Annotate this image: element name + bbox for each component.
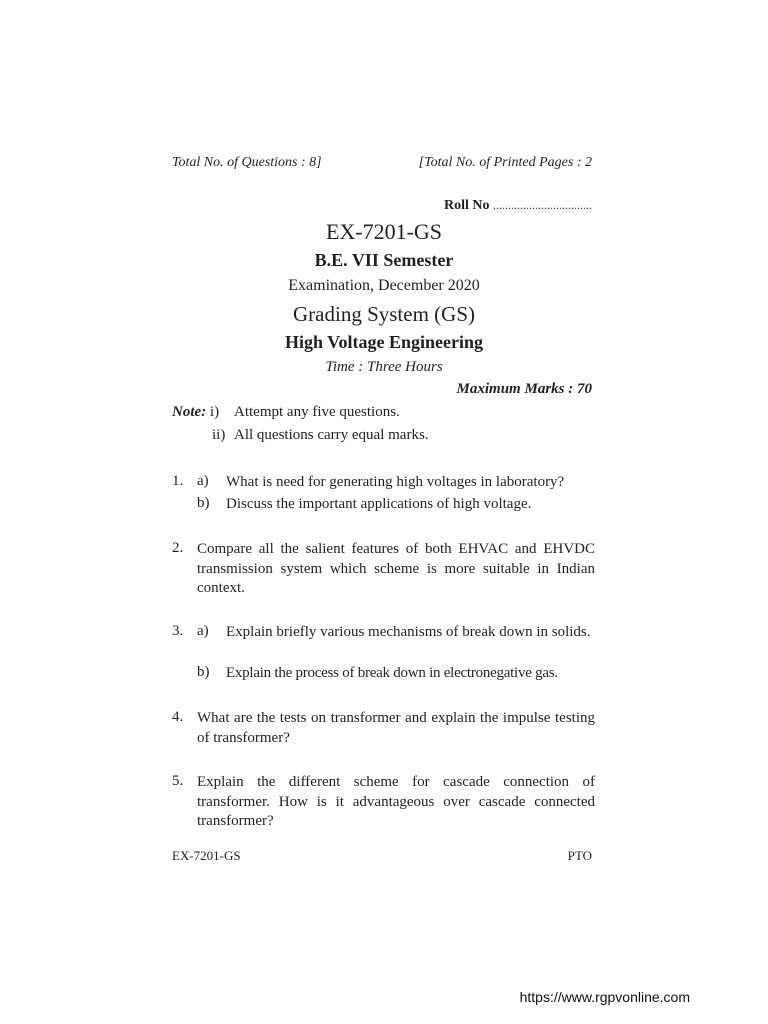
question-number: 2. [172,540,184,556]
question-number: 5. [172,773,184,789]
note-line-1 [172,404,219,421]
question-part-label: a) [197,623,209,639]
note-item-num: i) [209,404,220,420]
roll-no-dots: ................................. [493,198,592,212]
exam-session: Examination, December 2020 [288,277,480,294]
roll-no [444,198,592,214]
note-label: Note: [172,404,207,420]
question-text: What is need for generating high voltages in laboratory? [226,474,565,490]
roll-no-label: Roll No [444,198,490,213]
time-allowed: Time : Three Hours [325,359,443,375]
question-text: Compare all the salient features of both EHVAC and EHVDC transmission system which scheme is more suitable in Indian context. [197,541,595,596]
note-item-text: All questions carry equal marks. [234,427,429,443]
grading-system: Grading System (GS) [293,302,475,326]
question-text: What are the tests on transformer and explain the impulse testing of transformer? [197,710,595,746]
question-text: Discuss the important applications of high voltage. [226,496,532,512]
question-part-label: a) [197,473,209,489]
question-part-label: b) [197,664,210,680]
note-item-num: ii) [212,427,226,443]
question-text: Explain the process of break down in electronegative gas. [226,665,558,681]
question-text: Explain the different scheme for cascade connection of transformer. How is it advantageous over cascade connected transformer? [197,774,595,829]
maximum-marks: Maximum Marks : 70 [456,381,592,397]
footer-pto: PTO [567,848,592,863]
semester: B.E. VII Semester [314,250,454,270]
total-questions: Total No. of Questions : 8] [172,155,322,170]
question-text: Explain briefly various mechanisms of break down in solids. [226,624,591,640]
question-number: 3. [172,623,184,639]
paper-code: EX-7201-GS [325,219,443,244]
source-url-link[interactable]: https://www.rgpvonline.com [519,989,690,1005]
question-part-label: b) [197,495,210,511]
note-item-text: Attempt any five questions. [234,404,400,420]
subject-title: High Voltage Engineering [284,332,484,352]
question-number: 4. [172,709,184,725]
total-pages: [Total No. of Printed Pages : 2 [418,155,592,170]
question-number: 1. [172,473,184,489]
footer-paper-code: EX-7201-GS [172,848,241,863]
